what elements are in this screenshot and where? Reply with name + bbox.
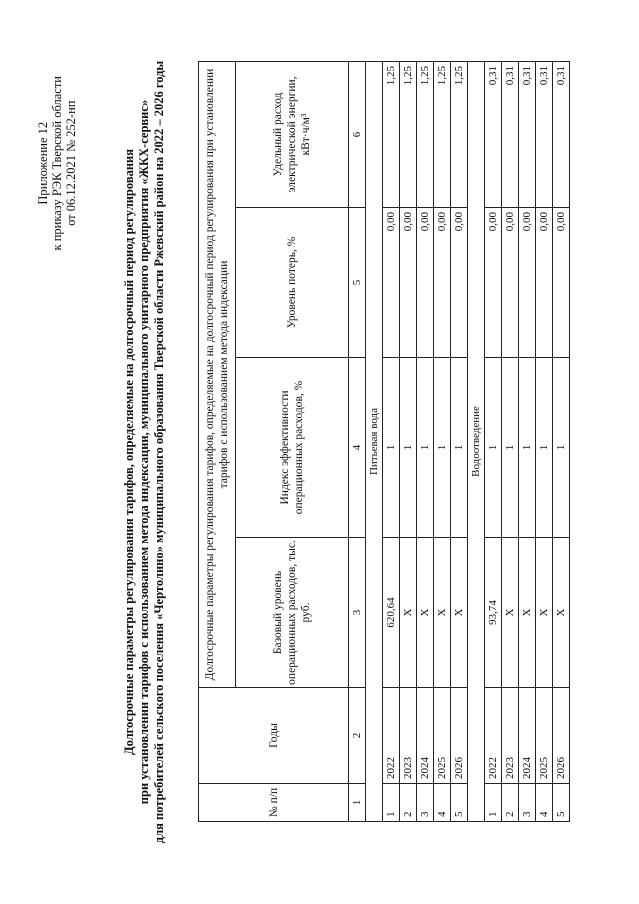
row-efficiency-cell: 1	[451, 358, 468, 538]
index-cell: 4	[349, 358, 366, 538]
section-title: Питьевая вода	[366, 61, 383, 821]
appendix-number: Приложение 12	[36, 121, 50, 205]
table-row	[519, 61, 536, 821]
row-number-cell: 3	[519, 784, 536, 822]
document-title	[122, 40, 167, 864]
row-efficiency-cell: 1	[383, 358, 400, 538]
row-number-cell: 3	[417, 784, 434, 822]
header-loss-level: Уровень потерь, %	[236, 208, 349, 358]
row-energy-cell: 0,31	[502, 61, 519, 207]
title-line-1: Долгосрочные параметры регулирования тарифов, определяемые на долгосрочный период регулирования	[122, 149, 136, 756]
row-base-opex-cell: X	[553, 538, 570, 688]
row-energy-cell: 0,31	[519, 61, 536, 207]
row-base-opex-cell: 93,74	[485, 538, 502, 688]
table-row	[417, 61, 434, 821]
index-cell: 2	[349, 688, 366, 784]
header-number: № п/п	[199, 784, 349, 822]
row-base-opex-cell: X	[502, 538, 519, 688]
table-row	[383, 61, 400, 821]
row-loss-cell: 0,00	[417, 208, 434, 358]
row-efficiency-cell: 1	[400, 358, 417, 538]
row-loss-cell: 0,00	[536, 208, 553, 358]
index-cell: 6	[349, 61, 366, 207]
row-year-cell: 2022	[485, 688, 502, 784]
title-line-2: при установлении тарифов с использованием метода индексации, муниципального унитарного предприятия «ЖКХ-сервис»	[137, 99, 151, 805]
header-base-opex: Базовый уровень операционных расходов, тыс. руб.	[236, 538, 349, 688]
row-year-cell: 2025	[434, 688, 451, 784]
row-base-opex-cell: X	[400, 538, 417, 688]
row-number-cell: 5	[553, 784, 570, 822]
row-number-cell: 1	[383, 784, 400, 822]
row-year-cell: 2026	[553, 688, 570, 784]
row-loss-cell: 0,00	[502, 208, 519, 358]
row-base-opex-cell: 620,64	[383, 538, 400, 688]
row-efficiency-cell: 1	[434, 358, 451, 538]
row-base-opex-cell: X	[519, 538, 536, 688]
section-row	[468, 61, 485, 821]
header-efficiency-index: Индекс эффективности операционных расходов, %	[236, 358, 349, 538]
row-energy-cell: 1,25	[417, 61, 434, 207]
row-loss-cell: 0,00	[451, 208, 468, 358]
row-efficiency-cell: 1	[502, 358, 519, 538]
title-line-3: для потребителей сельского поселения «Чертолино» муниципального образования Тверской области Ржевский район на 2022 – 2026 годы	[152, 60, 166, 844]
row-base-opex-cell: X	[451, 538, 468, 688]
row-loss-cell: 0,00	[485, 208, 502, 358]
row-number-cell: 2	[502, 784, 519, 822]
row-energy-cell: 1,25	[451, 61, 468, 207]
row-number-cell: 2	[400, 784, 417, 822]
row-loss-cell: 0,00	[553, 208, 570, 358]
row-energy-cell: 1,25	[434, 61, 451, 207]
header-group: Долгосрочные параметры регулирования тарифов, определяемые на долгосрочный период регулирования при установлении тарифов с использованием метода индексации	[199, 61, 236, 687]
row-base-opex-cell: X	[434, 538, 451, 688]
row-energy-cell: 0,31	[485, 61, 502, 207]
row-loss-cell: 0,00	[519, 208, 536, 358]
row-energy-cell: 1,25	[383, 61, 400, 207]
section-title: Водоотведение	[468, 61, 485, 821]
table-row	[451, 61, 468, 821]
row-efficiency-cell: 1	[417, 358, 434, 538]
row-number-cell: 5	[451, 784, 468, 822]
index-cell: 1	[349, 784, 366, 822]
column-index-row	[349, 61, 366, 821]
table-row	[485, 61, 502, 821]
index-cell: 5	[349, 208, 366, 358]
row-year-cell: 2024	[519, 688, 536, 784]
row-efficiency-cell: 1	[553, 358, 570, 538]
row-efficiency-cell: 1	[536, 358, 553, 538]
row-loss-cell: 0,00	[383, 208, 400, 358]
header-years: Годы	[199, 688, 349, 784]
row-energy-cell: 0,31	[536, 61, 553, 207]
appendix-block	[36, 76, 78, 250]
row-year-cell: 2026	[451, 688, 468, 784]
row-energy-cell: 0,31	[553, 61, 570, 207]
table-row	[553, 61, 570, 821]
row-year-cell: 2023	[400, 688, 417, 784]
row-number-cell: 4	[536, 784, 553, 822]
header-energy-consumption: Удельный расход электрической энергии, кВт·ч/м³	[236, 61, 349, 207]
row-year-cell: 2025	[536, 688, 553, 784]
table-row	[434, 61, 451, 821]
appendix-order: к приказу РЭК Тверской области	[50, 76, 64, 251]
row-loss-cell: 0,00	[434, 208, 451, 358]
table-row	[536, 61, 553, 821]
index-cell: 3	[349, 538, 366, 688]
row-efficiency-cell: 1	[485, 358, 502, 538]
row-year-cell: 2023	[502, 688, 519, 784]
row-base-opex-cell: X	[417, 538, 434, 688]
row-efficiency-cell: 1	[519, 358, 536, 538]
row-year-cell: 2024	[417, 688, 434, 784]
row-year-cell: 2022	[383, 688, 400, 784]
row-base-opex-cell: X	[536, 538, 553, 688]
parameters-table	[198, 61, 570, 822]
row-loss-cell: 0,00	[400, 208, 417, 358]
section-row	[366, 61, 383, 821]
row-number-cell: 4	[434, 784, 451, 822]
row-number-cell: 1	[485, 784, 502, 822]
table-row	[502, 61, 519, 821]
row-energy-cell: 1,25	[400, 61, 417, 207]
appendix-date: от 06.12.2021 № 252-нп	[64, 100, 78, 226]
table-row	[400, 61, 417, 821]
